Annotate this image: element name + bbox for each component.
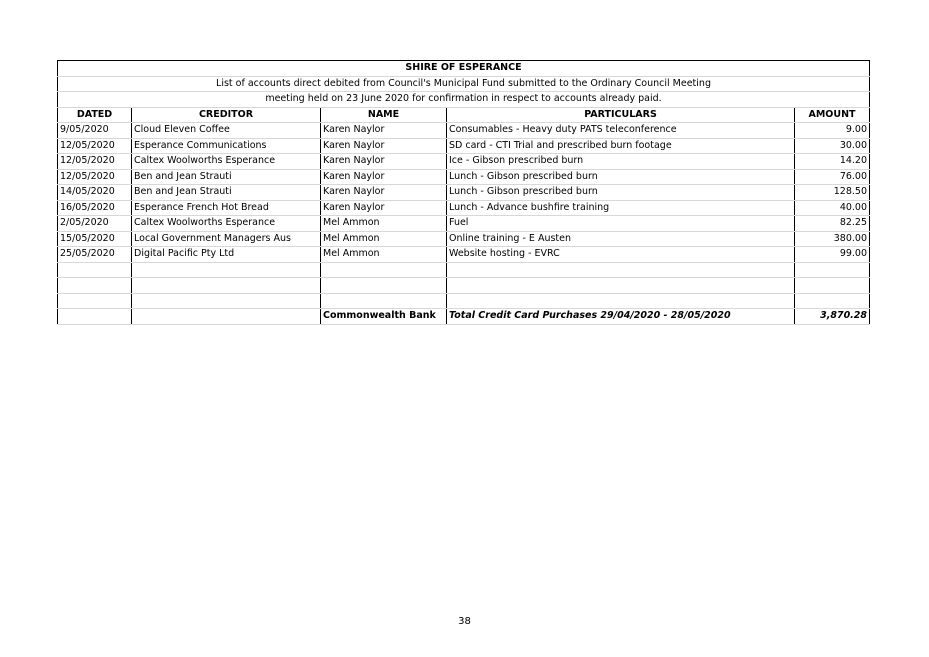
- cell-creditor: [132, 278, 321, 294]
- cell-name: [321, 293, 447, 309]
- cell-amount: 9.00: [795, 123, 870, 139]
- table-row: [58, 200, 870, 216]
- cell-name: Mel Ammon: [321, 247, 447, 263]
- cell-name: Karen Naylor: [321, 169, 447, 185]
- cell-creditor: Digital Pacific Pty Ltd: [132, 247, 321, 263]
- cell-name: Karen Naylor: [321, 200, 447, 216]
- cell-particulars: [447, 278, 795, 294]
- cell-amount: 82.25: [795, 216, 870, 232]
- cell-particulars: SD card - CTI Trial and prescribed burn footage: [447, 138, 795, 154]
- total-bank-name: Commonwealth Bank: [321, 309, 447, 325]
- cell-amount: [795, 278, 870, 294]
- column-header-amount: AMOUNT: [795, 107, 870, 123]
- cell-particulars: Website hosting - EVRC: [447, 247, 795, 263]
- total-dated-cell: [58, 309, 132, 325]
- cell-dated: 2/05/2020: [58, 216, 132, 232]
- table-rows: [58, 123, 870, 309]
- cell-amount: 14.20: [795, 154, 870, 170]
- cell-particulars: [447, 293, 795, 309]
- cell-creditor: Caltex Woolworths Esperance: [132, 154, 321, 170]
- report-title: SHIRE OF ESPERANCE: [58, 61, 870, 77]
- cell-creditor: Cloud Eleven Coffee: [132, 123, 321, 139]
- cell-dated: 9/05/2020: [58, 123, 132, 139]
- total-amount: 3,870.28: [795, 309, 870, 325]
- column-header-particulars: PARTICULARS: [447, 107, 795, 123]
- table-row: [58, 169, 870, 185]
- accounts-table: [57, 60, 870, 325]
- cell-amount: 40.00: [795, 200, 870, 216]
- table-row: [58, 185, 870, 201]
- cell-particulars: Lunch - Advance bushfire training: [447, 200, 795, 216]
- table-row: [58, 278, 870, 294]
- cell-dated: [58, 293, 132, 309]
- table-row: [58, 138, 870, 154]
- cell-name: Karen Naylor: [321, 123, 447, 139]
- total-creditor-cell: [132, 309, 321, 325]
- cell-creditor: Ben and Jean Strauti: [132, 169, 321, 185]
- cell-creditor: [132, 293, 321, 309]
- total-label: Total Credit Card Purchases 29/04/2020 - 28/05/2020: [447, 309, 795, 325]
- cell-creditor: [132, 262, 321, 278]
- cell-particulars: Online training - E Austen: [447, 231, 795, 247]
- cell-dated: 14/05/2020: [58, 185, 132, 201]
- report-subtitle-line-1: List of accounts direct debited from Council's Municipal Fund submitted to the Ordinary Council Meeting: [58, 76, 870, 92]
- table-row: [58, 154, 870, 170]
- table-row: [58, 231, 870, 247]
- cell-amount: 99.00: [795, 247, 870, 263]
- cell-creditor: Caltex Woolworths Esperance: [132, 216, 321, 232]
- cell-amount: 380.00: [795, 231, 870, 247]
- table-row: [58, 216, 870, 232]
- cell-amount: [795, 262, 870, 278]
- cell-creditor: Ben and Jean Strauti: [132, 185, 321, 201]
- cell-dated: 15/05/2020: [58, 231, 132, 247]
- column-header-dated: DATED: [58, 107, 132, 123]
- cell-particulars: Consumables - Heavy duty PATS teleconference: [447, 123, 795, 139]
- table-row: [58, 247, 870, 263]
- cell-dated: 12/05/2020: [58, 169, 132, 185]
- cell-name: Mel Ammon: [321, 216, 447, 232]
- cell-particulars: Lunch - Gibson prescribed burn: [447, 185, 795, 201]
- cell-dated: 16/05/2020: [58, 200, 132, 216]
- table-row: [58, 262, 870, 278]
- page-number: 38: [458, 616, 471, 627]
- cell-name: Karen Naylor: [321, 138, 447, 154]
- cell-name: [321, 278, 447, 294]
- cell-creditor: Local Government Managers Aus: [132, 231, 321, 247]
- cell-creditor: Esperance Communications: [132, 138, 321, 154]
- cell-amount: [795, 293, 870, 309]
- cell-particulars: Fuel: [447, 216, 795, 232]
- total-row: [58, 309, 870, 325]
- cell-creditor: Esperance French Hot Bread: [132, 200, 321, 216]
- column-header-name: NAME: [321, 107, 447, 123]
- cell-amount: 128.50: [795, 185, 870, 201]
- cell-dated: 25/05/2020: [58, 247, 132, 263]
- cell-particulars: Ice - Gibson prescribed burn: [447, 154, 795, 170]
- cell-name: Karen Naylor: [321, 154, 447, 170]
- cell-particulars: [447, 262, 795, 278]
- column-header-creditor: CREDITOR: [132, 107, 321, 123]
- table-row: [58, 123, 870, 139]
- cell-dated: 12/05/2020: [58, 154, 132, 170]
- cell-name: [321, 262, 447, 278]
- report-subtitle-line-2: meeting held on 23 June 2020 for confirmation in respect to accounts already paid.: [58, 92, 870, 108]
- cell-particulars: Lunch - Gibson prescribed burn: [447, 169, 795, 185]
- table-row: [58, 293, 870, 309]
- cell-dated: [58, 262, 132, 278]
- cell-name: Karen Naylor: [321, 185, 447, 201]
- cell-dated: [58, 278, 132, 294]
- cell-amount: 30.00: [795, 138, 870, 154]
- cell-amount: 76.00: [795, 169, 870, 185]
- cell-dated: 12/05/2020: [58, 138, 132, 154]
- cell-name: Mel Ammon: [321, 231, 447, 247]
